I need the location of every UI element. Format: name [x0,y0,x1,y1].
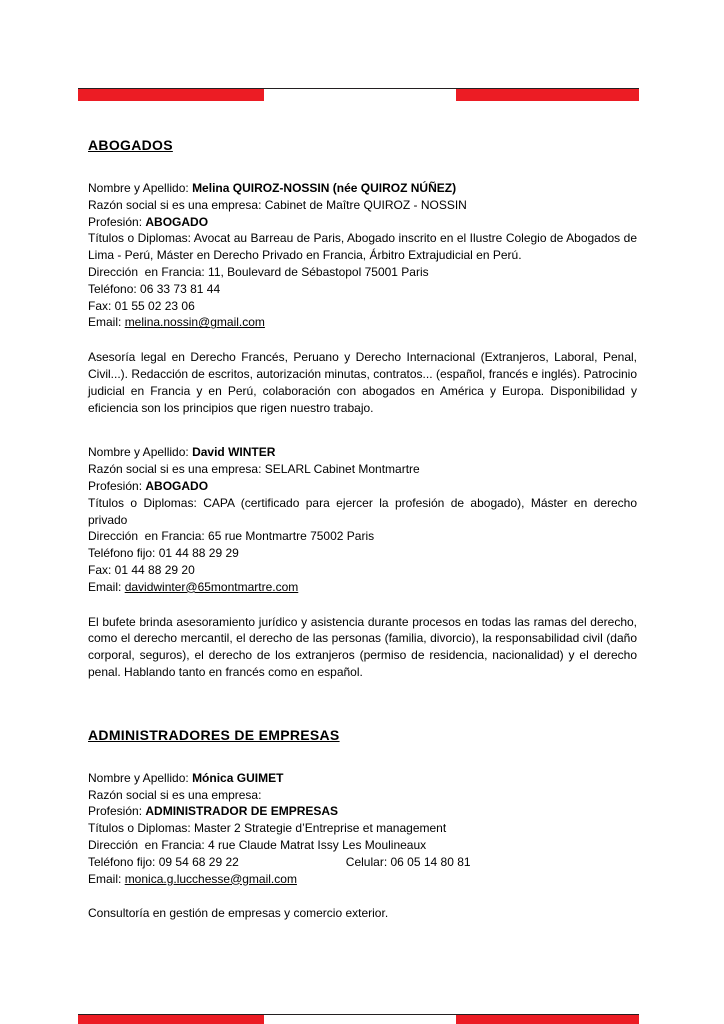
field-label: Nombre y Apellido: [88,181,193,195]
field-value: 4 rue Claude Matrat Issy Les Moulineaux [208,837,427,852]
entry-monica-guimet [88,770,637,888]
field-value-profession: ABOGADO [145,214,209,229]
field-telefono [88,281,637,298]
section-heading-administradores: ADMINISTRADORES DE EMPRESAS [88,726,340,743]
field-celular-label: Celular: [345,854,391,869]
email-link[interactable]: monica.g.lucchesse@gmail.com [124,871,297,886]
field-label: Teléfono: [88,281,141,296]
email-link[interactable]: davidwinter@65montmartre.com [124,579,299,594]
field-profesion [88,478,637,495]
field-value: Avocat au Barreau de Paris, Abogado inscrito en el Ilustre Colegio de Abogados de Lima - Perú, Máster en Derecho Privado en Francia, Árbitro Extrajudicial en Perú. [88,231,638,263]
field-fax [88,298,637,315]
field-direccion [88,264,637,281]
field-nombre-apellido [88,770,637,787]
field-value: 65 rue Montmartre 75002 Paris [208,529,375,544]
field-label: Razón social si es una empresa: [88,462,265,477]
flag-red-segment-right [456,89,639,101]
field-label: Dirección en Francia: [88,264,209,279]
field-label: Títulos o Diplomas: [88,231,194,246]
field-profesion [88,803,637,820]
entry-melina-quiroz-nossin [88,180,637,331]
field-fax [88,562,637,579]
field-label: Profesión: [88,478,146,493]
field-telefono [88,854,637,871]
field-email [88,579,637,596]
field-value: 11, Boulevard de Sébastopol 75001 Paris [208,264,429,279]
field-value: 09 54 68 29 22 [158,854,239,869]
field-label: Nombre y Apellido: [88,445,193,460]
field-label: Email: [88,579,125,594]
field-label: Fax: [88,562,115,577]
header-flag-banner [78,88,639,101]
section-heading-abogados: ABOGADOS [88,137,173,153]
field-label: Títulos o Diplomas: [88,821,195,836]
field-titulos-diplomas [88,230,637,264]
field-label: Razón social si es una empresa: [88,787,262,802]
field-label: Teléfono fijo: [88,546,159,561]
field-value: 01 44 88 29 29 [158,546,239,561]
field-value-name: Melina QUIROZ-NOSSIN (née QUIROZ NÚÑEZ) [192,181,457,195]
field-razon-social [88,787,637,804]
field-label: Nombre y Apellido: [88,770,193,785]
field-label: Fax: [88,298,115,313]
flag-red-segment-left [78,1015,264,1024]
field-value-profession: ABOGADO [145,478,209,493]
field-value-name: Mónica GUIMET [192,770,284,785]
field-profesion [88,214,637,231]
field-razon-social [88,461,637,478]
field-label: Profesión: [88,214,146,229]
field-value-profession: ADMINISTRADOR DE EMPRESAS [145,804,339,819]
entry-description: El bufete brinda asesoramiento jurídico y asistencia durante procesos en todas las ramas del derecho, como el derecho mercantil, el derecho de las personas (familia, divorcio), la responsabilidad civil (daño corporal, seguros), el derecho de los extranjeros (permiso de residencia, nacionalidad) y el derecho penal. Hablando tanto en francés como en español. [88,614,637,679]
flag-white-segment [264,1015,456,1024]
entry-description: Consultoría en gestión de empresas y comercio exterior. [88,906,389,921]
field-value-name: David WINTER [192,445,276,460]
footer-flag-banner [78,1014,639,1024]
field-celular-value: 06 05 14 80 81 [390,854,471,869]
field-titulos-diplomas [88,495,637,529]
field-label: Profesión: [88,804,146,819]
field-label: Dirección en Francia: [88,529,209,544]
field-email [88,314,637,331]
entry-david-winter [88,444,637,595]
entry-description: Asesoría legal en Derecho Francés, Peruano y Derecho Internacional (Extranjeros, Laboral, Penal, Civil...). Redacción de escritos, autorización minutas, contratos... (español, francés e inglés). Patrocinio judicial en Francia y en Perú, colaboración con abogados en América y Europa. Disponibilidad y eficiencia son los principios que rigen nuestro trabajo. [88,350,637,415]
field-label: Email: [88,315,125,330]
field-label: Email: [88,871,125,886]
field-label: Dirección en Francia: [88,837,209,852]
field-value: CAPA (certificado para ejercer la profesión de abogado), Máster en derecho privado [88,495,637,527]
field-nombre-apellido [88,180,637,197]
field-telefono [88,545,637,562]
field-value: 06 33 73 81 44 [140,281,221,296]
field-value: Master 2 Strategie d’Entreprise et management [194,821,447,836]
field-value: SELARL Cabinet Montmartre [264,462,420,477]
field-razon-social [88,197,637,214]
field-value: 01 55 02 23 06 [114,298,195,313]
field-direccion [88,837,637,854]
flag-red-segment-left [78,89,264,101]
field-value: Cabinet de Maître QUIROZ - NOSSIN [264,197,467,212]
field-direccion [88,528,637,545]
flag-red-segment-right [456,1015,639,1024]
email-link[interactable]: melina.nossin@gmail.com [124,315,265,330]
document-content [88,137,637,922]
field-email [88,871,637,888]
field-value: 01 44 88 29 20 [114,562,195,577]
field-label: Razón social si es una empresa: [88,197,265,212]
field-titulos-diplomas [88,820,637,837]
field-label: Teléfono fijo: [88,854,159,869]
field-label: Títulos o Diplomas: [88,495,204,510]
field-nombre-apellido [88,444,637,461]
flag-white-segment [264,89,456,101]
